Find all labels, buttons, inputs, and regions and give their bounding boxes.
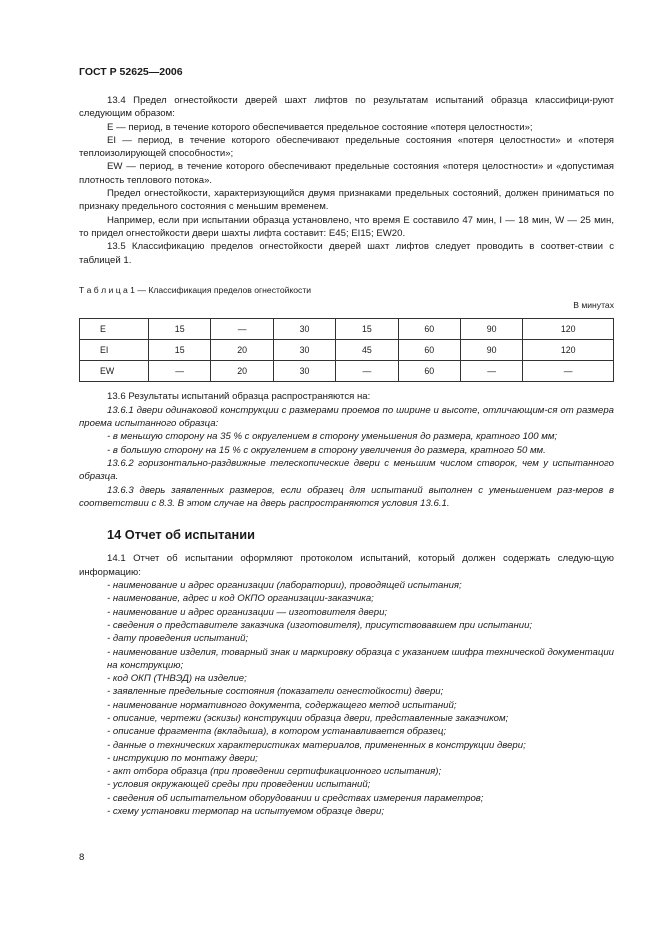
table-cell: E (80, 319, 149, 340)
list-item: - код ОКП (ТНВЭД) на изделие; (79, 672, 614, 685)
table-cell: 20 (211, 340, 273, 361)
list-item: - в меньшую сторону на 35 % с округлением в сторону уменьшения до размера, кратного 100 мм; (79, 430, 614, 443)
page-body (79, 94, 614, 818)
list-item: - инструкцию по монтажу двери; (79, 752, 614, 765)
def-ei: EI — период, в течение которого обеспечивают предельные состояния «потеря целостности» и «потеря теплоизолирующей способности»; (79, 134, 614, 160)
table-cell: — (460, 361, 522, 382)
list-item: - сведения о представителе заказчика (изготовителя), присутствовавшем при испытании; (79, 619, 614, 632)
list-item: - условия окружающей среды при проведении испытаний; (79, 778, 614, 791)
clause-13-6-3: 13.6.3 дверь заявленных размеров, если образец для испытаний выполнен с уменьшением раз-меров в соответствии с 8.3. В этом случае на дверь распространяются условия 13.6.1. (79, 484, 614, 509)
list-item: - наименование изделия, товарный знак и маркировку образца с указанием шифра технической документации на конструкцию; (79, 646, 614, 673)
table-cell: 90 (460, 319, 522, 340)
table-cell: — (149, 361, 211, 382)
table-row (80, 361, 614, 382)
list-item: - описание, чертежи (эскизы) конструкции образца двери, представленные заказчиком; (79, 712, 614, 725)
list-item: - схему установки термопар на испытуемом образце двери; (79, 805, 614, 818)
table-cell: — (336, 361, 398, 382)
table-cell: 45 (336, 340, 398, 361)
table-cell: 120 (523, 340, 614, 361)
table-row (80, 319, 614, 340)
table-units: В минутах (573, 300, 614, 311)
table-row (80, 340, 614, 361)
clause-14-1: 14.1 Отчет об испытании оформляют протоколом испытаний, который должен содержать следую-щую информацию: (79, 553, 614, 578)
table-cell: 60 (398, 340, 460, 361)
clause-13-4: 13.4 Предел огнестойкости дверей шахт лифтов по результатам испытаний образца классифици-руют следующим образом: (79, 95, 614, 120)
report-items-list (79, 579, 614, 818)
table-cell: EI (80, 340, 149, 361)
table-cell: 90 (460, 340, 522, 361)
page-number: 8 (79, 852, 85, 863)
table-cell: 120 (523, 319, 614, 340)
list-item: - наименование, адрес и код ОКПО организации-заказчика; (79, 592, 614, 605)
list-item: - наименование и адрес организации — изготовителя двери; (79, 606, 614, 619)
list-item: - описание фрагмента (вкладыша), в котором устанавливается образец; (79, 725, 614, 738)
list-item: - наименование и адрес организации (лаборатории), проводящей испытания; (79, 579, 614, 592)
list-item: - в большую сторону на 15 % с округлением в сторону увеличения до размера, кратного 50 мм. (79, 444, 614, 457)
table-cell: — (211, 319, 273, 340)
table-caption: Т а б л и ц а 1 — Классификация пределов огнестойкости (79, 284, 312, 295)
table-cell: 20 (211, 361, 273, 382)
classification-table (79, 318, 614, 382)
clause-13-5: 13.5 Классификацию пределов огнестойкости дверей шахт лифтов следует проводить в соответ-ствии с таблицей 1. (79, 241, 614, 266)
def-e: E — период, в течение которого обеспечивается предельное состояние «потеря целостности»; (107, 121, 533, 133)
section-heading: 14 Отчет об испытании (107, 527, 255, 543)
document-header: ГОСТ Р 52625—2006 (79, 66, 183, 78)
table-cell: 15 (149, 319, 211, 340)
list-item: - наименование нормативного документа, содержащего метод испытаний; (79, 699, 614, 712)
clause-13-6: 13.6 Результаты испытаний образца распространяются на: (107, 391, 371, 403)
table-cell: — (523, 361, 614, 382)
list-item: - заявленные предельные состояния (показатели огнестойкости) двери; (79, 685, 614, 698)
list-item: - данные о технических характеристиках материалов, примененных в конструкции двери; (79, 739, 614, 752)
table-cell: 60 (398, 319, 460, 340)
table-cell: 60 (398, 361, 460, 382)
limit-rule: Предел огнестойкости, характеризующийся двумя признаками предельных состояний, должен приниматься по признаку предельного состояния с меньшим временем. (79, 188, 614, 213)
table-cell: 30 (273, 361, 335, 382)
list-item: - сведения об испытательном оборудовании и средствах измерения параметров; (79, 792, 614, 805)
table-cell: 15 (149, 340, 211, 361)
clause-13-6-2: 13.6.2 горизонтально-раздвижные телескопические двери с меньшим числом створок, чем у испытанного образца. (79, 457, 614, 483)
clause-13-6-1: 13.6.1 двери одинаковой конструкции с размерами проемов по ширине и высоте, отличающим-ся от размера проема испытанного образца: (79, 404, 614, 430)
list-item: - акт отбора образца (при проведении сертификационного испытания); (79, 765, 614, 778)
table-cell: 15 (336, 319, 398, 340)
list-item: - дату проведения испытаний; (79, 632, 614, 645)
table-cell: 30 (273, 319, 335, 340)
table-cell: EW (80, 361, 149, 382)
example: Например, если при испытании образца установлено, что время E составило 47 мин, I — 18 мин, W — 25 мин, то придел огнестойкости двери шахты лифта составит: E45; EI15; EW20. (79, 214, 614, 239)
table-cell: 30 (273, 340, 335, 361)
def-ew: EW — период, в течение которого обеспечивают предельные состояния «потеря целостности» и «допустимая плотность теплового потока». (79, 161, 614, 186)
